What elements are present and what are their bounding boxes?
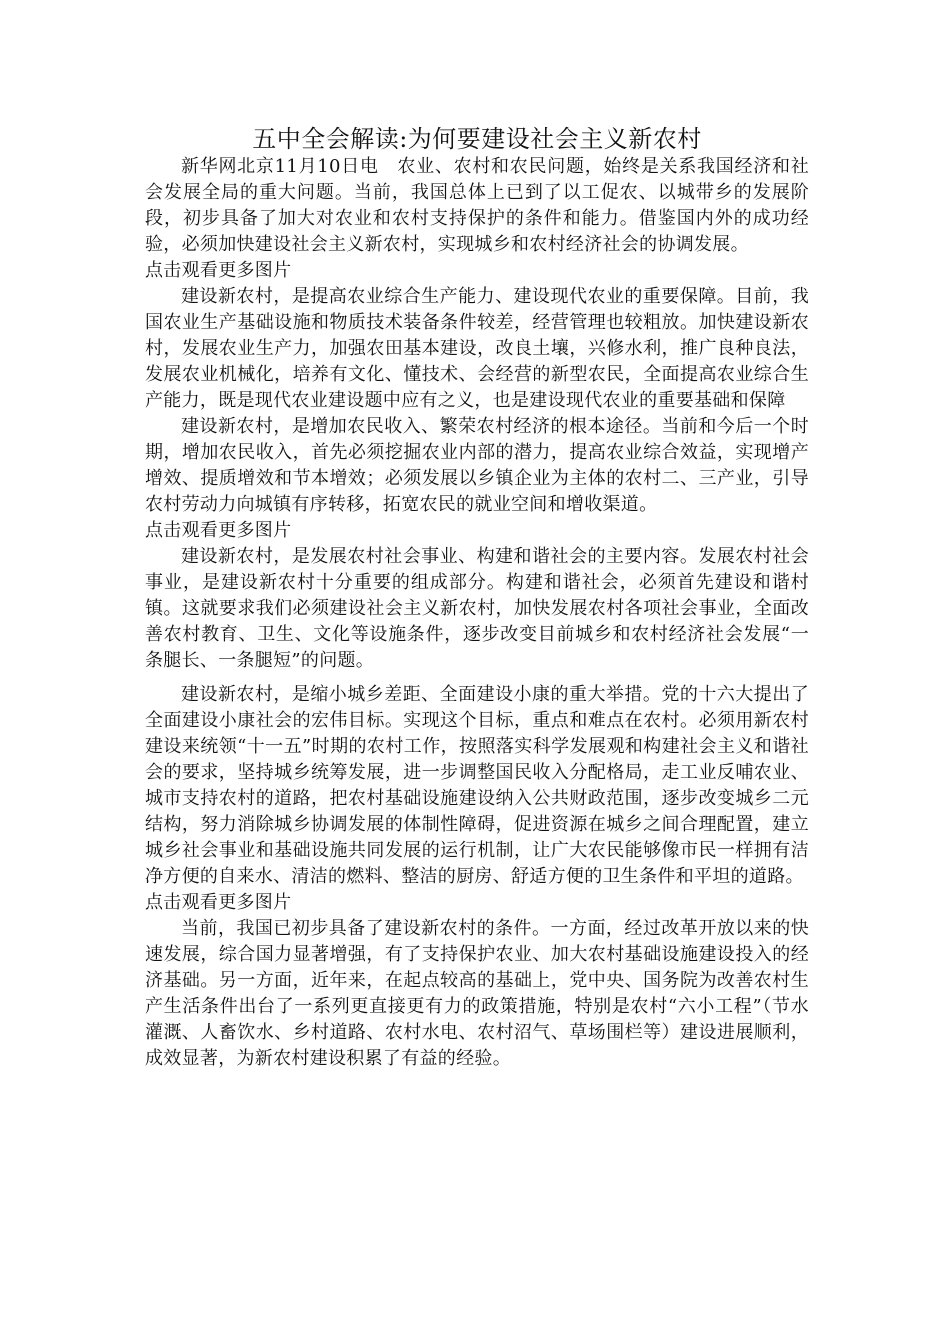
article [145, 124, 809, 1072]
more-photos-link-3[interactable]: 点击观看更多图片 [145, 892, 292, 913]
more-photos-link-1[interactable]: 点击观看更多图片 [145, 260, 292, 281]
more-photos-link-2[interactable]: 点击观看更多图片 [145, 520, 292, 541]
article-paragraph-3: 建设新农村，是增加农民收入、繁荣农村经济的根本途径。当前和今后一个时期，增加农民收入，首先必须挖掘农业内部的潜力，提高农业综合效益，实现增产增效、提质增效和节本增效；必须发展以乡镇企业为主体的农村二、三产业，引导农村劳动力向城镇有序转移，拓宽农民的就业空间和增收渠道。 [145, 416, 809, 515]
article-title: 五中全会解读:为何要建设社会主义新农村 [252, 125, 702, 153]
paragraph-spacer [145, 674, 809, 682]
article-paragraph-2: 建设新农村，是提高农业综合生产能力、建设现代农业的重要保障。目前，我国农业生产基础设施和物质技术装备条件较差，经营管理也较粗放。加快建设新农村，发展农业生产力，加强农田基本建设，改良土壤，兴修水利，推广良种良法，发展农业机械化，培养有文化、懂技术、会经营的新型农民，全面提高农业综合生产能力，既是现代农业建设题中应有之义，也是建设现代农业的重要基础和保障 [145, 286, 809, 411]
article-paragraph-5: 建设新农村，是缩小城乡差距、全面建设小康的重大举措。党的十六大提出了全面建设小康社会的宏伟目标。实现这个目标，重点和难点在农村。必须用新农村建设来统领“十一五”时期的农村工作，按照落实科学发展观和构建社会主义和谐社会的要求，坚持城乡统筹发展，进一步调整国民收入分配格局，走工业反哺农业、城市支持农村的道路，把农村基础设施建设纳入公共财政范围，逐步改变城乡二元结构，努力消除城乡协调发展的体制性障碍，促进资源在城乡之间合理配置，建立城乡社会事业和基础设施共同发展的运行机制，让广大农民能够像市民一样拥有洁净方便的自来水、清洁的燃料、整洁的厨房、舒适方便的卫生条件和平坦的道路。 [145, 684, 809, 887]
article-paragraph-6: 当前，我国已初步具备了建设新农村的条件。一方面，经过改革开放以来的快速发展，综合国力显著增强，有了支持保护农业、加大农村基础设施建设投入的经济基础。另一方面，近年来，在起点较高的基础上，党中央、国务院为改善农村生产生活条件出台了一系列更直接更有力的政策措施，特别是农村“六小工程”（节水灌溉、人畜饮水、乡村道路、农村水电、农村沼气、草场围栏等）建设进展顺利，成效显著，为新农村建设积累了有益的经验。 [145, 918, 809, 1069]
article-paragraph-4: 建设新农村，是发展农村社会事业、构建和谐社会的主要内容。发展农村社会事业，是建设新农村十分重要的组成部分。构建和谐社会，必须首先建设和谐村镇。这就要求我们必须建设社会主义新农村，加快发展农村各项社会事业，全面改善农村教育、卫生、文化等设施条件，逐步改变目前城乡和农村经济社会发展“一条腿长、一条腿短”的问题。 [145, 546, 809, 671]
article-paragraph-1: 新华网北京11月10日电 农业、农村和农民问题，始终是关系我国经济和社会发展全局的重大问题。当前，我国总体上已到了以工促农、以城带乡的发展阶段，初步具备了加大对农业和农村支持保护的条件和能力。借鉴国内外的成功经验，必须加快建设社会主义新农村，实现城乡和农村经济社会的协调发展。 [145, 156, 809, 255]
